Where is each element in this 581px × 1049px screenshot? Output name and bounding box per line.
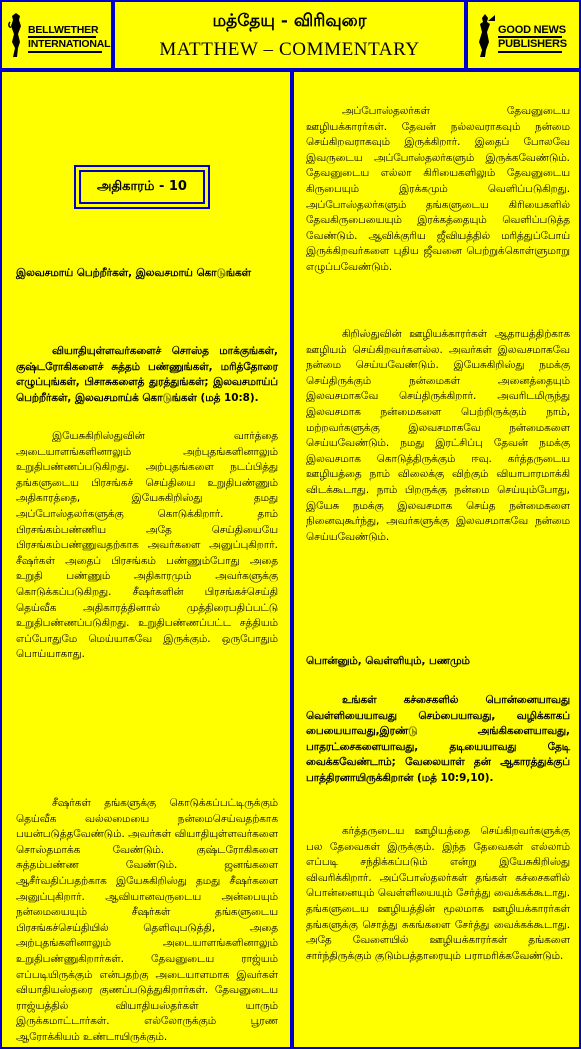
logo-underline <box>28 51 102 53</box>
body-paragraph: இயேசுகிறிஸ்துவின் வார்த்தை அடையாளங்களினாலும் அற்புதங்களினாலும் உறுதிபண்ணப்படுகிறது. அற்புதங்களை நடப்பித்து தங்களுடைய பிரசங்கச் செய்தியை உறுதிபண்ணும் அதிகாரத்தை, இயேசுகிறிஸ்து தமது அப்போஸ்தலர்களுக்கு கொடுக்கிறார். தாம் பிரசங்கம்பண்ணிய அதே செய்தியையே பிரசங்கம்பண்ணுவதற்காக அவர்களை அனுப்புகிறார். சீஷர்கள் அதைப் பிரசங்கம் பண்ணும்போது அதை உறுதி பண்ணும் அதிகாரமும் அவர்களுக்கு கொடுக்கப்படுகிறது. சீஷர்களின் பிரசங்கச்செய்தி தெய்வீக அதிகாரத்தினால் முத்திரைபதிப்பட்டு உறுதிபண்ணப்படுகிறது. உறுதிபண்ணப்பட்ட சத்தியம் எப்போதுமே மெய்யாகவே இருக்கும். ஒருபோதும் பொய்யாகாது. <box>16 430 278 661</box>
chapter-label-box <box>74 165 210 209</box>
page-title-tamil: மத்தேயு - விரிவுரை <box>212 11 367 31</box>
logo-underline <box>498 51 562 53</box>
body-paragraph: கர்த்தருடைய ஊழியத்தை செய்கிறவர்களுக்கு பல தேவைகள் இருக்கும். இந்த தேவைகள் எல்லாம் எப்படி சந்திக்கப்படும் என்று இயேசுகிறிஸ்து விவரிக்கிறார். அப்போஸ்தலர்கள் தங்கள் கச்சைகளில் பொன்னையும் வெள்ளியையும் சேர்த்து வைக்கக்கூடாது. தங்களுடைய ஊழியத்தின் மூலமாக ஊழியக்காரர்கள் தங்களுக்கு சொத்து சுகங்களை சேர்த்து வைக்கக்கூடாது. அதே வேளையில் ஊழியக்காரர்கள் தங்களை சார்ந்திருக்கும் குடும்பத்தாரையும் பராமரிக்கவேண்டும். <box>306 825 570 962</box>
section-heading: பொன்னும், வெள்ளியும், பணமும் <box>306 655 470 667</box>
body-paragraph: கிறிஸ்துவின் ஊழியக்காரர்கள் ஆதாயத்திற்காக ஊழியம் செய்கிறவர்களல்ல. அவர்கள் இலவசமாகவே நன்மை செய்யவேண்டும். இயேசுகிறிஸ்து நமக்கு செய்திருக்கும் நன்மைகள் அனைத்தையும் இலவசமாகவே செய்திருக்கிறார். அவரிடமிருந்து இலவசமாக நன்மைகளை பெற்றிருக்கும் நாம், மற்றவர்களுக்கு இலவசமாகவே நன்மைகளை செய்யவேண்டும். நமது இரட்சிப்பு தேவன் நமக்கு இலவசமாக கொடுத்திருக்கும் ஈவு. கர்த்தருடைய ஊழியத்தை நாம் விலைக்கு விற்கும் வியாபாரமாக்கி விடக்கூடாது. நாம் பிறருக்கு நன்மை செய்யும்போது, இயேசு நமக்கு இலவசமாக செய்த நன்மைகளை நினைவுகூர்ந்து, அவர்களுக்கு இலவசமாகவே நன்மை செய்யவேண்டும். <box>306 328 570 543</box>
header-left-panel <box>0 0 113 70</box>
scripture-verse: உங்கள் கச்சைகளில் பொன்னையாவது வெள்ளியையாவது செம்பையாவது, வழிக்காகப் பையையாவது,இரண்டு அங்கிகளையாவது, பாதரட்சைகளையாவது, தடியையாவது தேடி வைக்கவேண்டாம்; வேலையாள் தன் ஆகாரத்துக்குப் பாத்திரனாயிருக்கிறான் (மத் 10:9,10). <box>306 694 570 784</box>
header-title-panel <box>113 0 466 70</box>
right-column <box>292 70 581 1049</box>
bellwether-logo <box>8 10 111 62</box>
logo-text-line1: BELLWETHER <box>28 24 99 36</box>
header-right-panel <box>466 0 581 70</box>
logo-text-line1: GOOD NEWS <box>498 24 566 36</box>
page-title-english: MATTHEW – COMMENTARY <box>159 39 420 60</box>
body-paragraph: அப்போஸ்தலர்கள் தேவனுடைய ஊழியக்காரர்கள். தேவன் நல்லவராகவும் நன்மை செய்கிறவராகவும் இருக்கிறார். இதைப் போலவே இவருடைய அப்போஸ்தலர்களும் இருக்கவேண்டும். தேவனுடைய எல்லா கிரியைகளிலும் தேவனுடைய கிருபையும் இரக்கமும் வெளிப்படுகிறது. அப்போஸ்தலர்களும் தங்களுடைய கிரியைகளில் தேவகிருபையையும் இரக்கத்தையும் வெளிப்படுத்த வேண்டும். ஆவிக்குரிய ஜீவியத்தில் மரித்துப்போய் இருக்கிறவர்களை புதிய ஜீவனை பெற்றுக்கொள்ளுமாறு எழுப்பவேண்டும். <box>306 105 570 273</box>
logo-underline <box>28 36 96 38</box>
section-heading: இலவசமாய் பெற்றீர்கள், இலவசமாய் கொடுங்கள் <box>16 267 252 279</box>
bell-ringer-icon <box>8 12 24 58</box>
scripture-verse: வியாதியுள்ளவர்களைச் சொஸ்த மாக்குங்கள், குஷ்டரோகிகளைச் சுத்தம் பண்ணுங்கள், மரித்தோரை எழுப்புங்கள், பிசாசுகளைத் துரத்துங்கள்; இலவசமாய்ப் பெற்றீர்கள், இலவசமாய்க் கொடுங்கள் (மத் 10:8). <box>16 345 278 404</box>
left-column <box>0 70 292 1049</box>
logo-text-line2: PUBLISHERS <box>498 38 567 50</box>
logo-text-line2: INTERNATIONAL <box>28 38 111 50</box>
body-paragraph: சீஷர்கள் தங்களுக்கு கொடுக்கப்பட்டிருக்கும் தெய்வீக வல்லமையை நன்மைசெய்வதற்காக பயன்படுத்தவேண்டும். அவர்கள் வியாதியுள்ளவர்களை சொஸ்தமாக்க வேண்டும். குஷ்டரோகிகளை சுத்தம்பண்ண வேண்டும். ஜனங்களை ஆசீர்வதிப்பதற்காக இயேசுகிறிஸ்து தமது சீஷர்களை அனுப்புகிறார். ஆவியானவருடைய அன்பையும் நன்மையையும் சீஷர்கள் தங்களுடைய பிரசங்கச்செய்தியில் தெளிவுபடுத்தி, அதை அற்புதங்களினாலும் அடையாளங்களினாலும் உறுதிபண்ணுகிறார்கள். தேவனுடைய ராஜ்யம் எப்படியிருக்கும் என்பதற்கு அடையாளமாக இவர்கள் வியாதியஸ்தரை குணப்படுத்துகிறார்கள். தேவனுடைய ராஜ்யத்தில் வியாதியஸ்தர்கள் யாரும் இருக்கமாட்டார்கள். எல்லோருக்கும் பூரண ஆரோக்கியம் உண்டாயிருக்கும். <box>16 797 278 1043</box>
good-news-logo <box>474 10 574 62</box>
herald-trumpet-icon <box>474 12 496 58</box>
logo-underline <box>498 36 562 38</box>
chapter-label: அதிகாரம் - 10 <box>79 170 205 204</box>
